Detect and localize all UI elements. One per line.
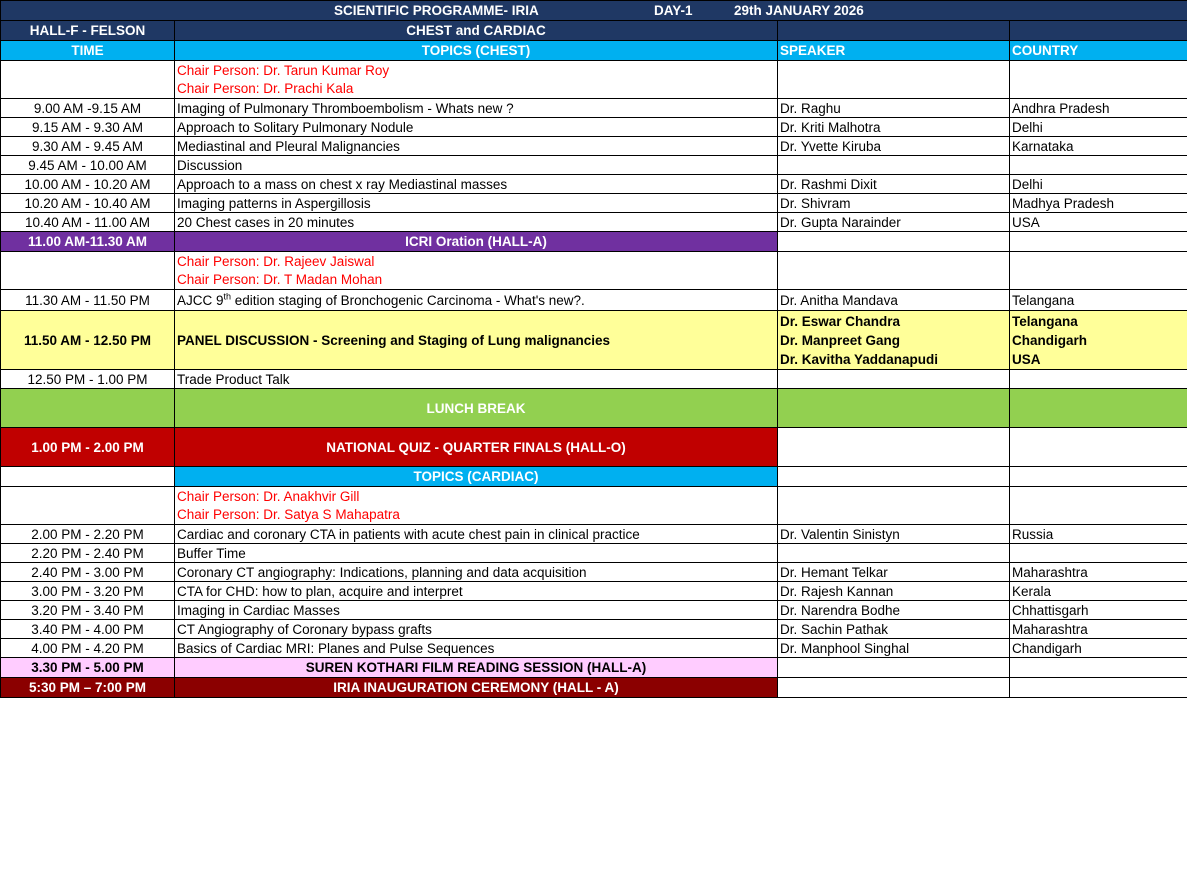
chest-chair-1: Chair Person: Dr. Tarun Kumar Roy bbox=[177, 62, 390, 78]
hall-row-blank-country bbox=[1010, 21, 1187, 41]
row-topic: 20 Chest cases in 20 minutes bbox=[175, 213, 778, 232]
row-country: Andhra Pradesh bbox=[1010, 99, 1187, 118]
row-speaker: Dr. Gupta Narainder bbox=[778, 213, 1010, 232]
row-country: Delhi bbox=[1010, 175, 1187, 194]
row-topic: Imaging patterns in Aspergillosis bbox=[175, 194, 778, 213]
oration-row bbox=[1, 232, 1187, 252]
row-time: 2.20 PM - 2.40 PM bbox=[1, 544, 175, 563]
table-row bbox=[1, 370, 1187, 389]
chest-chair-country bbox=[1010, 61, 1187, 99]
lunch-speaker bbox=[778, 389, 1010, 428]
chest-chair-2: Chair Person: Dr. Prachi Kala bbox=[177, 80, 354, 96]
row-topic: Discussion bbox=[175, 156, 778, 175]
row-country: Chhattisgarh bbox=[1010, 601, 1187, 620]
row-country: Kerala bbox=[1010, 582, 1187, 601]
row-country bbox=[1010, 544, 1187, 563]
lunch-row bbox=[1, 389, 1187, 428]
table-row bbox=[1, 175, 1187, 194]
row-time: 10.20 AM - 10.40 AM bbox=[1, 194, 175, 213]
row-topic: Imaging in Cardiac Masses bbox=[175, 601, 778, 620]
film-time: 3.30 PM - 5.00 PM bbox=[1, 658, 175, 678]
table-row bbox=[1, 99, 1187, 118]
ajcc-topic-sup: th bbox=[223, 291, 232, 301]
hall-row-blank-speaker bbox=[778, 21, 1010, 41]
oration-chair-country bbox=[1010, 252, 1187, 290]
ajcc-time: 11.30 AM - 11.50 PM bbox=[1, 290, 175, 311]
quiz-speaker bbox=[778, 428, 1010, 467]
inauguration-country bbox=[1010, 678, 1187, 698]
chest-chair-cell bbox=[175, 61, 778, 99]
row-topic: Basics of Cardiac MRI: Planes and Pulse Sequences bbox=[175, 639, 778, 658]
film-country bbox=[1010, 658, 1187, 678]
cardiac-header-country bbox=[1010, 467, 1187, 487]
panel-row bbox=[1, 311, 1187, 370]
oration-chair-speaker bbox=[778, 252, 1010, 290]
panel-country-2: Chandigarh bbox=[1012, 332, 1088, 348]
cardiac-chair-speaker bbox=[778, 487, 1010, 525]
quiz-label: NATIONAL QUIZ - QUARTER FINALS (HALL-O) bbox=[175, 428, 778, 467]
row-country: Maharashtra bbox=[1010, 563, 1187, 582]
row-topic: Imaging of Pulmonary Thromboembolism - Whats new ? bbox=[175, 99, 778, 118]
oration-chair-row bbox=[1, 252, 1187, 290]
cardiac-header-speaker bbox=[778, 467, 1010, 487]
row-speaker: Dr. Raghu bbox=[778, 99, 1010, 118]
row-speaker bbox=[778, 156, 1010, 175]
cardiac-chair-cell bbox=[175, 487, 778, 525]
row-time: 9.15 AM - 9.30 AM bbox=[1, 118, 175, 137]
film-row bbox=[1, 658, 1187, 678]
row-speaker: Dr. Rashmi Dixit bbox=[778, 175, 1010, 194]
row-speaker: Dr. Kriti Malhotra bbox=[778, 118, 1010, 137]
column-header-row bbox=[1, 41, 1187, 61]
trade-country bbox=[1010, 370, 1187, 389]
cardiac-chair-row bbox=[1, 487, 1187, 525]
row-speaker: Dr. Valentin Sinistyn bbox=[778, 525, 1010, 544]
film-label: SUREN KOTHARI FILM READING SESSION (HALL-A) bbox=[175, 658, 778, 678]
row-speaker: Dr. Shivram bbox=[778, 194, 1010, 213]
row-topic: Cardiac and coronary CTA in patients with acute chest pain in clinical practice bbox=[175, 525, 778, 544]
session-theme: CHEST and CARDIAC bbox=[175, 21, 778, 41]
row-topic: Approach to Solitary Pulmonary Nodule bbox=[175, 118, 778, 137]
ajcc-topic bbox=[175, 290, 778, 311]
row-time: 10.40 AM - 11.00 AM bbox=[1, 213, 175, 232]
row-time: 2.00 PM - 2.20 PM bbox=[1, 525, 175, 544]
ajcc-speaker: Dr. Anitha Mandava bbox=[778, 290, 1010, 311]
row-country: Karnataka bbox=[1010, 137, 1187, 156]
row-country bbox=[1010, 156, 1187, 175]
row-country: Russia bbox=[1010, 525, 1187, 544]
trade-speaker bbox=[778, 370, 1010, 389]
ajcc-topic-pre: AJCC 9 bbox=[177, 292, 224, 308]
programme-title-cell bbox=[1, 1, 1187, 21]
row-speaker: Dr. Hemant Telkar bbox=[778, 563, 1010, 582]
inauguration-speaker bbox=[778, 678, 1010, 698]
panel-countries bbox=[1010, 311, 1187, 370]
row-speaker bbox=[778, 544, 1010, 563]
row-country: USA bbox=[1010, 213, 1187, 232]
row-time: 9.00 AM -9.15 AM bbox=[1, 99, 175, 118]
row-speaker: Dr. Yvette Kiruba bbox=[778, 137, 1010, 156]
oration-speaker bbox=[778, 232, 1010, 252]
table-row bbox=[1, 213, 1187, 232]
col-header-speaker: SPEAKER bbox=[778, 41, 1010, 61]
row-country: Chandigarh bbox=[1010, 639, 1187, 658]
title-row bbox=[1, 1, 1187, 21]
row-topic: CTA for CHD: how to plan, acquire and interpret bbox=[175, 582, 778, 601]
panel-country-1: Telangana bbox=[1012, 313, 1078, 329]
row-time: 4.00 PM - 4.20 PM bbox=[1, 639, 175, 658]
oration-chair-cell bbox=[175, 252, 778, 290]
row-time: 3.20 PM - 3.40 PM bbox=[1, 601, 175, 620]
inauguration-row bbox=[1, 678, 1187, 698]
row-topic: CT Angiography of Coronary bypass grafts bbox=[175, 620, 778, 639]
row-time: 3.00 PM - 3.20 PM bbox=[1, 582, 175, 601]
table-row bbox=[1, 563, 1187, 582]
table-row bbox=[1, 137, 1187, 156]
table-row bbox=[1, 639, 1187, 658]
chest-chair-speaker bbox=[778, 61, 1010, 99]
programme-title: SCIENTIFIC PROGRAMME- IRIA bbox=[334, 3, 539, 18]
oration-time: 11.00 AM-11.30 AM bbox=[1, 232, 175, 252]
ajcc-topic-post: edition staging of Bronchogenic Carcinoma - What's new?. bbox=[231, 292, 585, 308]
row-topic: Buffer Time bbox=[175, 544, 778, 563]
chest-chair-row bbox=[1, 61, 1187, 99]
panel-topic: PANEL DISCUSSION - Screening and Staging of Lung malignancies bbox=[175, 311, 778, 370]
inauguration-time: 5:30 PM – 7:00 PM bbox=[1, 678, 175, 698]
cardiac-header-time bbox=[1, 467, 175, 487]
oration-chair-time bbox=[1, 252, 175, 290]
oration-country bbox=[1010, 232, 1187, 252]
row-speaker: Dr. Rajesh Kannan bbox=[778, 582, 1010, 601]
row-time: 2.40 PM - 3.00 PM bbox=[1, 563, 175, 582]
lunch-time bbox=[1, 389, 175, 428]
row-country: Maharashtra bbox=[1010, 620, 1187, 639]
row-speaker: Dr. Narendra Bodhe bbox=[778, 601, 1010, 620]
panel-speaker-2: Dr. Manpreet Gang bbox=[780, 332, 901, 348]
panel-country-3: USA bbox=[1012, 351, 1041, 367]
programme-date: 29th JANUARY 2026 bbox=[734, 3, 864, 18]
panel-time: 11.50 AM - 12.50 PM bbox=[1, 311, 175, 370]
inauguration-label: IRIA INAUGURATION CEREMONY (HALL - A) bbox=[175, 678, 778, 698]
table-row bbox=[1, 601, 1187, 620]
lunch-country bbox=[1010, 389, 1187, 428]
col-header-time: TIME bbox=[1, 41, 175, 61]
quiz-time: 1.00 PM - 2.00 PM bbox=[1, 428, 175, 467]
ajcc-country: Telangana bbox=[1010, 290, 1187, 311]
col-header-topics-chest: TOPICS (CHEST) bbox=[175, 41, 778, 61]
table-row bbox=[1, 118, 1187, 137]
programme-day: DAY-1 bbox=[654, 3, 693, 18]
cardiac-header-row bbox=[1, 467, 1187, 487]
quiz-country bbox=[1010, 428, 1187, 467]
row-time: 9.30 AM - 9.45 AM bbox=[1, 137, 175, 156]
lunch-label: LUNCH BREAK bbox=[175, 389, 778, 428]
row-speaker: Dr. Manphool Singhal bbox=[778, 639, 1010, 658]
panel-speaker-1: Dr. Eswar Chandra bbox=[780, 313, 901, 329]
oration-label: ICRI Oration (HALL-A) bbox=[175, 232, 778, 252]
chest-chair-time bbox=[1, 61, 175, 99]
table-row bbox=[1, 525, 1187, 544]
film-speaker bbox=[778, 658, 1010, 678]
quiz-row bbox=[1, 428, 1187, 467]
table-row bbox=[1, 194, 1187, 213]
cardiac-chair-1: Chair Person: Dr. Anakhvir Gill bbox=[177, 488, 360, 504]
row-time: 3.40 PM - 4.00 PM bbox=[1, 620, 175, 639]
col-header-country: COUNTRY bbox=[1010, 41, 1187, 61]
panel-speakers bbox=[778, 311, 1010, 370]
table-row bbox=[1, 156, 1187, 175]
cardiac-chair-2: Chair Person: Dr. Satya S Mahapatra bbox=[177, 506, 400, 522]
row-topic: Coronary CT angiography: Indications, planning and data acquisition bbox=[175, 563, 778, 582]
row-country: Delhi bbox=[1010, 118, 1187, 137]
trade-topic: Trade Product Talk bbox=[175, 370, 778, 389]
cardiac-chair-time bbox=[1, 487, 175, 525]
table-row bbox=[1, 290, 1187, 311]
panel-speaker-3: Dr. Kavitha Yaddanapudi bbox=[780, 351, 939, 367]
row-time: 9.45 AM - 10.00 AM bbox=[1, 156, 175, 175]
row-time: 10.00 AM - 10.20 AM bbox=[1, 175, 175, 194]
row-speaker: Dr. Sachin Pathak bbox=[778, 620, 1010, 639]
table-row bbox=[1, 544, 1187, 563]
oration-chair-2: Chair Person: Dr. T Madan Mohan bbox=[177, 271, 383, 287]
row-country: Madhya Pradesh bbox=[1010, 194, 1187, 213]
oration-chair-1: Chair Person: Dr. Rajeev Jaiswal bbox=[177, 253, 375, 269]
trade-time: 12.50 PM - 1.00 PM bbox=[1, 370, 175, 389]
hall-row bbox=[1, 21, 1187, 41]
row-topic: Approach to a mass on chest x ray Mediastinal masses bbox=[175, 175, 778, 194]
cardiac-chair-country bbox=[1010, 487, 1187, 525]
hall-name: HALL-F - FELSON bbox=[1, 21, 175, 41]
row-topic: Mediastinal and Pleural Malignancies bbox=[175, 137, 778, 156]
col-header-topics-cardiac: TOPICS (CARDIAC) bbox=[175, 467, 778, 487]
table-row bbox=[1, 582, 1187, 601]
table-row bbox=[1, 620, 1187, 639]
